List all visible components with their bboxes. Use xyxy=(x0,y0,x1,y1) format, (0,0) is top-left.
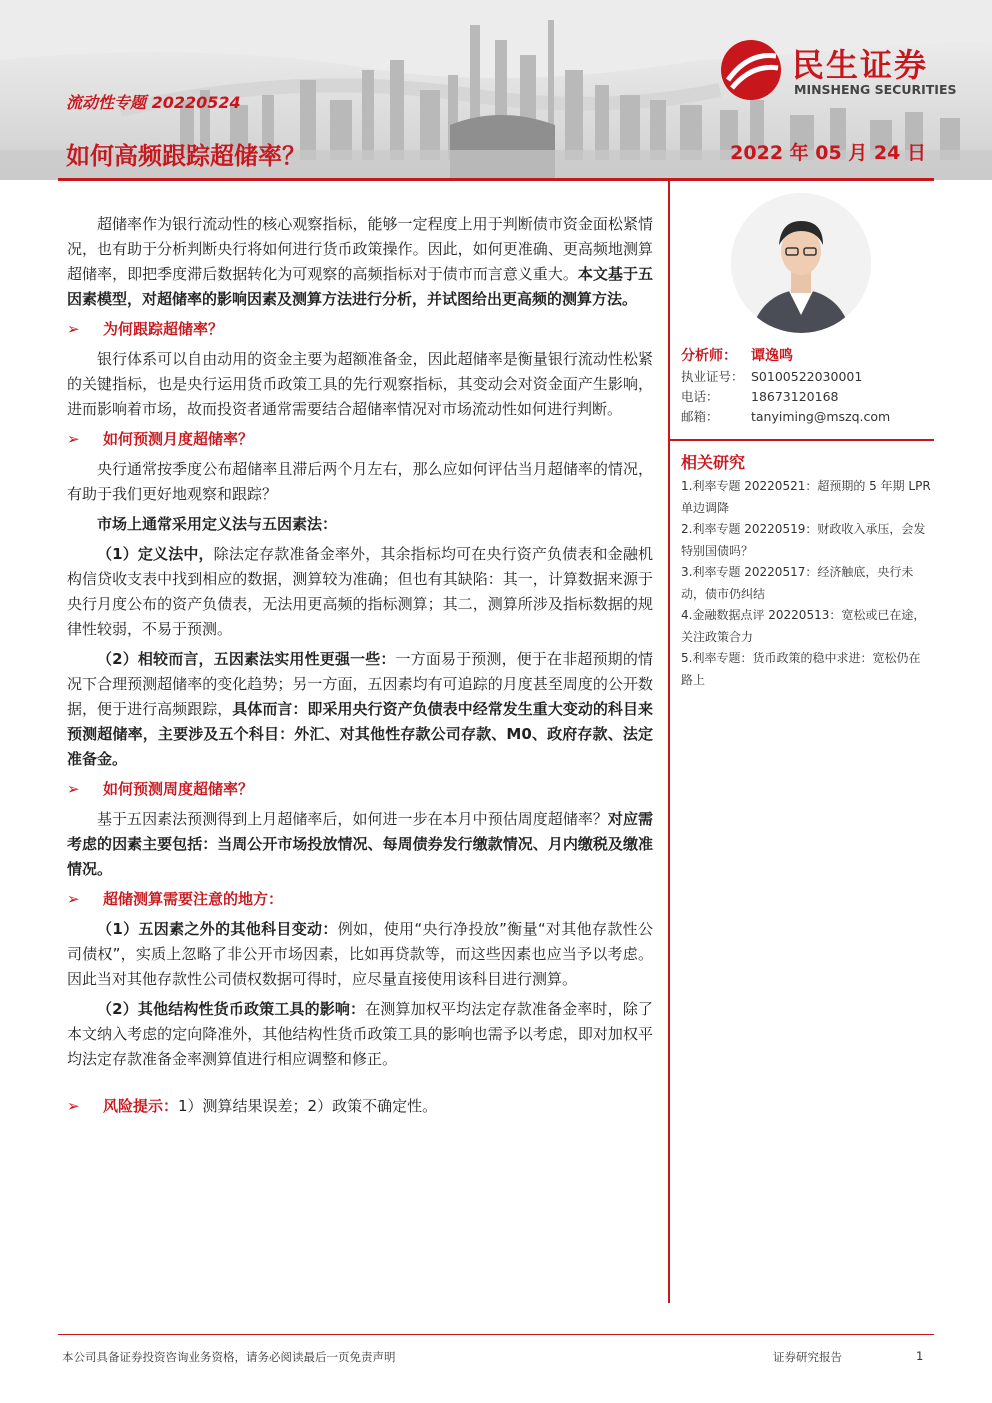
report-date: 2022 年 05 月 24 日 xyxy=(730,142,926,164)
note-paragraph: （1）五因素之外的其他科目变动：例如，使用“央行净投放”衡量“对其他存款性公司债权”，实质上忽略了非公开市场因素，比如再贷款等，而这些因素也应当予以考虑。因此当对其他存款性公司债权数据可得时，应尽量直接使用该科目进行测算。 xyxy=(67,920,653,988)
header-divider xyxy=(58,178,934,181)
sub-heading: 市场上通常采用定义法与五因素法： xyxy=(97,515,338,533)
footer-report-type: 证券研究报告 xyxy=(773,1350,842,1364)
bullet-arrow-icon: ➢ xyxy=(67,320,80,338)
intro-paragraph: 超储率作为银行流动性的核心观察指标，能够一定程度上用于判断债市资金面松紧情况，也有助于分析判断央行将如何进行货币政策操作。因此，如何更准确、更高频地测算超储率，即把季度滞后数据转化为可观察的高频指标对于债市而言意义重大。本文基于五因素模型，对超储率的影响因素及测算方法进行分析，并试图给出更高频的测算方法。 xyxy=(67,215,653,308)
analyst-email-row: 邮箱： tanyiming@mszq.com xyxy=(681,409,891,424)
analyst-photo xyxy=(731,193,871,333)
method-paragraph: （2）相较而言，五因素法实用性更强一些：一方面易于预测，便于在非超预期的情况下合理预测超储率的变化趋势；另一方面，五因素均有可追踪的月度甚至周度的公开数据，便于进行高频跟踪，具体而言：即采用央行资产负债表中经常发生重大变动的科目来预测超储率，主要涉及五个科目：外汇、对其他性存款公司存款、M0、政府存款、法定准备金。 xyxy=(67,650,653,768)
column-divider xyxy=(668,181,670,1303)
related-item[interactable]: 2.利率专题 20220519：财政收入承压，会发特别国债吗？ xyxy=(681,522,926,558)
related-research-title: 相关研究 xyxy=(681,453,746,472)
report-title: 如何高频跟踪超储率？ xyxy=(66,142,306,170)
report-series: 流动性专题 20220524 xyxy=(66,93,241,112)
brand-name-cn: 民生证券 xyxy=(792,46,929,84)
related-research-list xyxy=(681,476,931,691)
related-item[interactable]: 1.利率专题 20220521：超预期的 5 年期 LPR 单边调降 xyxy=(681,479,931,515)
analyst-license-row: 执业证号： S0100522030001 xyxy=(681,369,863,384)
analyst-phone-row: 电话： 18673120168 xyxy=(681,389,839,404)
header-banner xyxy=(0,0,992,180)
method-paragraph: （1）定义法中，除法定存款准备金率外，其余指标均可在央行资产负债表和金融机构信贷收支表中找到相应的数据，测算较为准确；但也有其缺陷：其一，计算数据来源于央行月度公布的资产负债表，无法用更高频的指标测算；其二，测算所涉及指标数据的规律性较弱，不易于预测。 xyxy=(67,545,653,638)
bullet-arrow-icon: ➢ xyxy=(67,430,80,448)
bullet-arrow-icon: ➢ xyxy=(67,1097,80,1115)
brand-logo xyxy=(718,38,968,102)
brand-name-en: MINSHENG SECURITIES xyxy=(794,82,957,97)
section-paragraph: 央行通常按季度公布超储率且滞后两个月左右，那么应如何评估当月超储率的情况，有助于我们更好地观察和跟踪？ xyxy=(67,460,653,503)
risk-heading: ➢ 风险提示：1）测算结果误差；2）政策不确定性。 xyxy=(67,1094,653,1119)
analyst-portrait-icon xyxy=(731,193,871,333)
main-content xyxy=(67,212,653,1124)
bullet-arrow-icon: ➢ xyxy=(67,890,80,908)
sidebar-divider xyxy=(670,439,934,441)
related-item[interactable]: 5.利率专题：货币政策的稳中求进：宽松仍在路上 xyxy=(681,651,921,687)
analyst-name-row: 分析师： 谭逸鸣 xyxy=(681,348,793,364)
analyst-info xyxy=(681,345,933,427)
page-number: 1 xyxy=(916,1349,924,1363)
section-paragraph: 银行体系可以自由动用的资金主要为超额准备金，因此超储率是衡量银行流动性松紧的关键指标，也是央行运用货币政策工具的先行观察指标，其变动会对资金面产生影响，进而影响着市场，故而投资者通常需要结合超储率情况对市场流动性如何进行判断。 xyxy=(67,350,653,418)
minsheng-logo-icon xyxy=(718,38,784,102)
section-paragraph: 基于五因素法预测得到上月超储率后，如何进一步在本月中预估周度超储率？对应需考虑的因素主要包括：当周公开市场投放情况、每周债券发行缴款情况、月内缴税及缴准情况。 xyxy=(67,810,653,878)
related-item[interactable]: 4.金融数据点评 20220513：宽松或已在途，关注政策合力 xyxy=(681,608,926,644)
footer-disclaimer: 本公司具备证券投资咨询业务资格，请务必阅读最后一页免责声明 xyxy=(62,1350,396,1364)
bullet-arrow-icon: ➢ xyxy=(67,780,80,798)
section-heading: ➢ 如何预测周度超储率？ xyxy=(67,777,653,802)
section-heading: ➢ 超储测算需要注意的地方： xyxy=(67,887,653,912)
footer-divider xyxy=(58,1334,934,1335)
related-item[interactable]: 3.利率专题 20220517：经济触底，央行未动，债市仍纠结 xyxy=(681,565,914,601)
analyst-email-link[interactable]: tanyiming@mszq.com xyxy=(751,409,891,424)
section-heading: ➢ 为何跟踪超储率？ xyxy=(67,317,653,342)
section-heading: ➢ 如何预测月度超储率？ xyxy=(67,427,653,452)
note-paragraph: （2）其他结构性货币政策工具的影响：在测算加权平均法定存款准备金率时，除了本文纳入考虑的定向降准外，其他结构性货币政策工具的影响也需予以考虑，即对加权平均法定存款准备金率测算值进行相应调整和修正。 xyxy=(67,1000,653,1068)
